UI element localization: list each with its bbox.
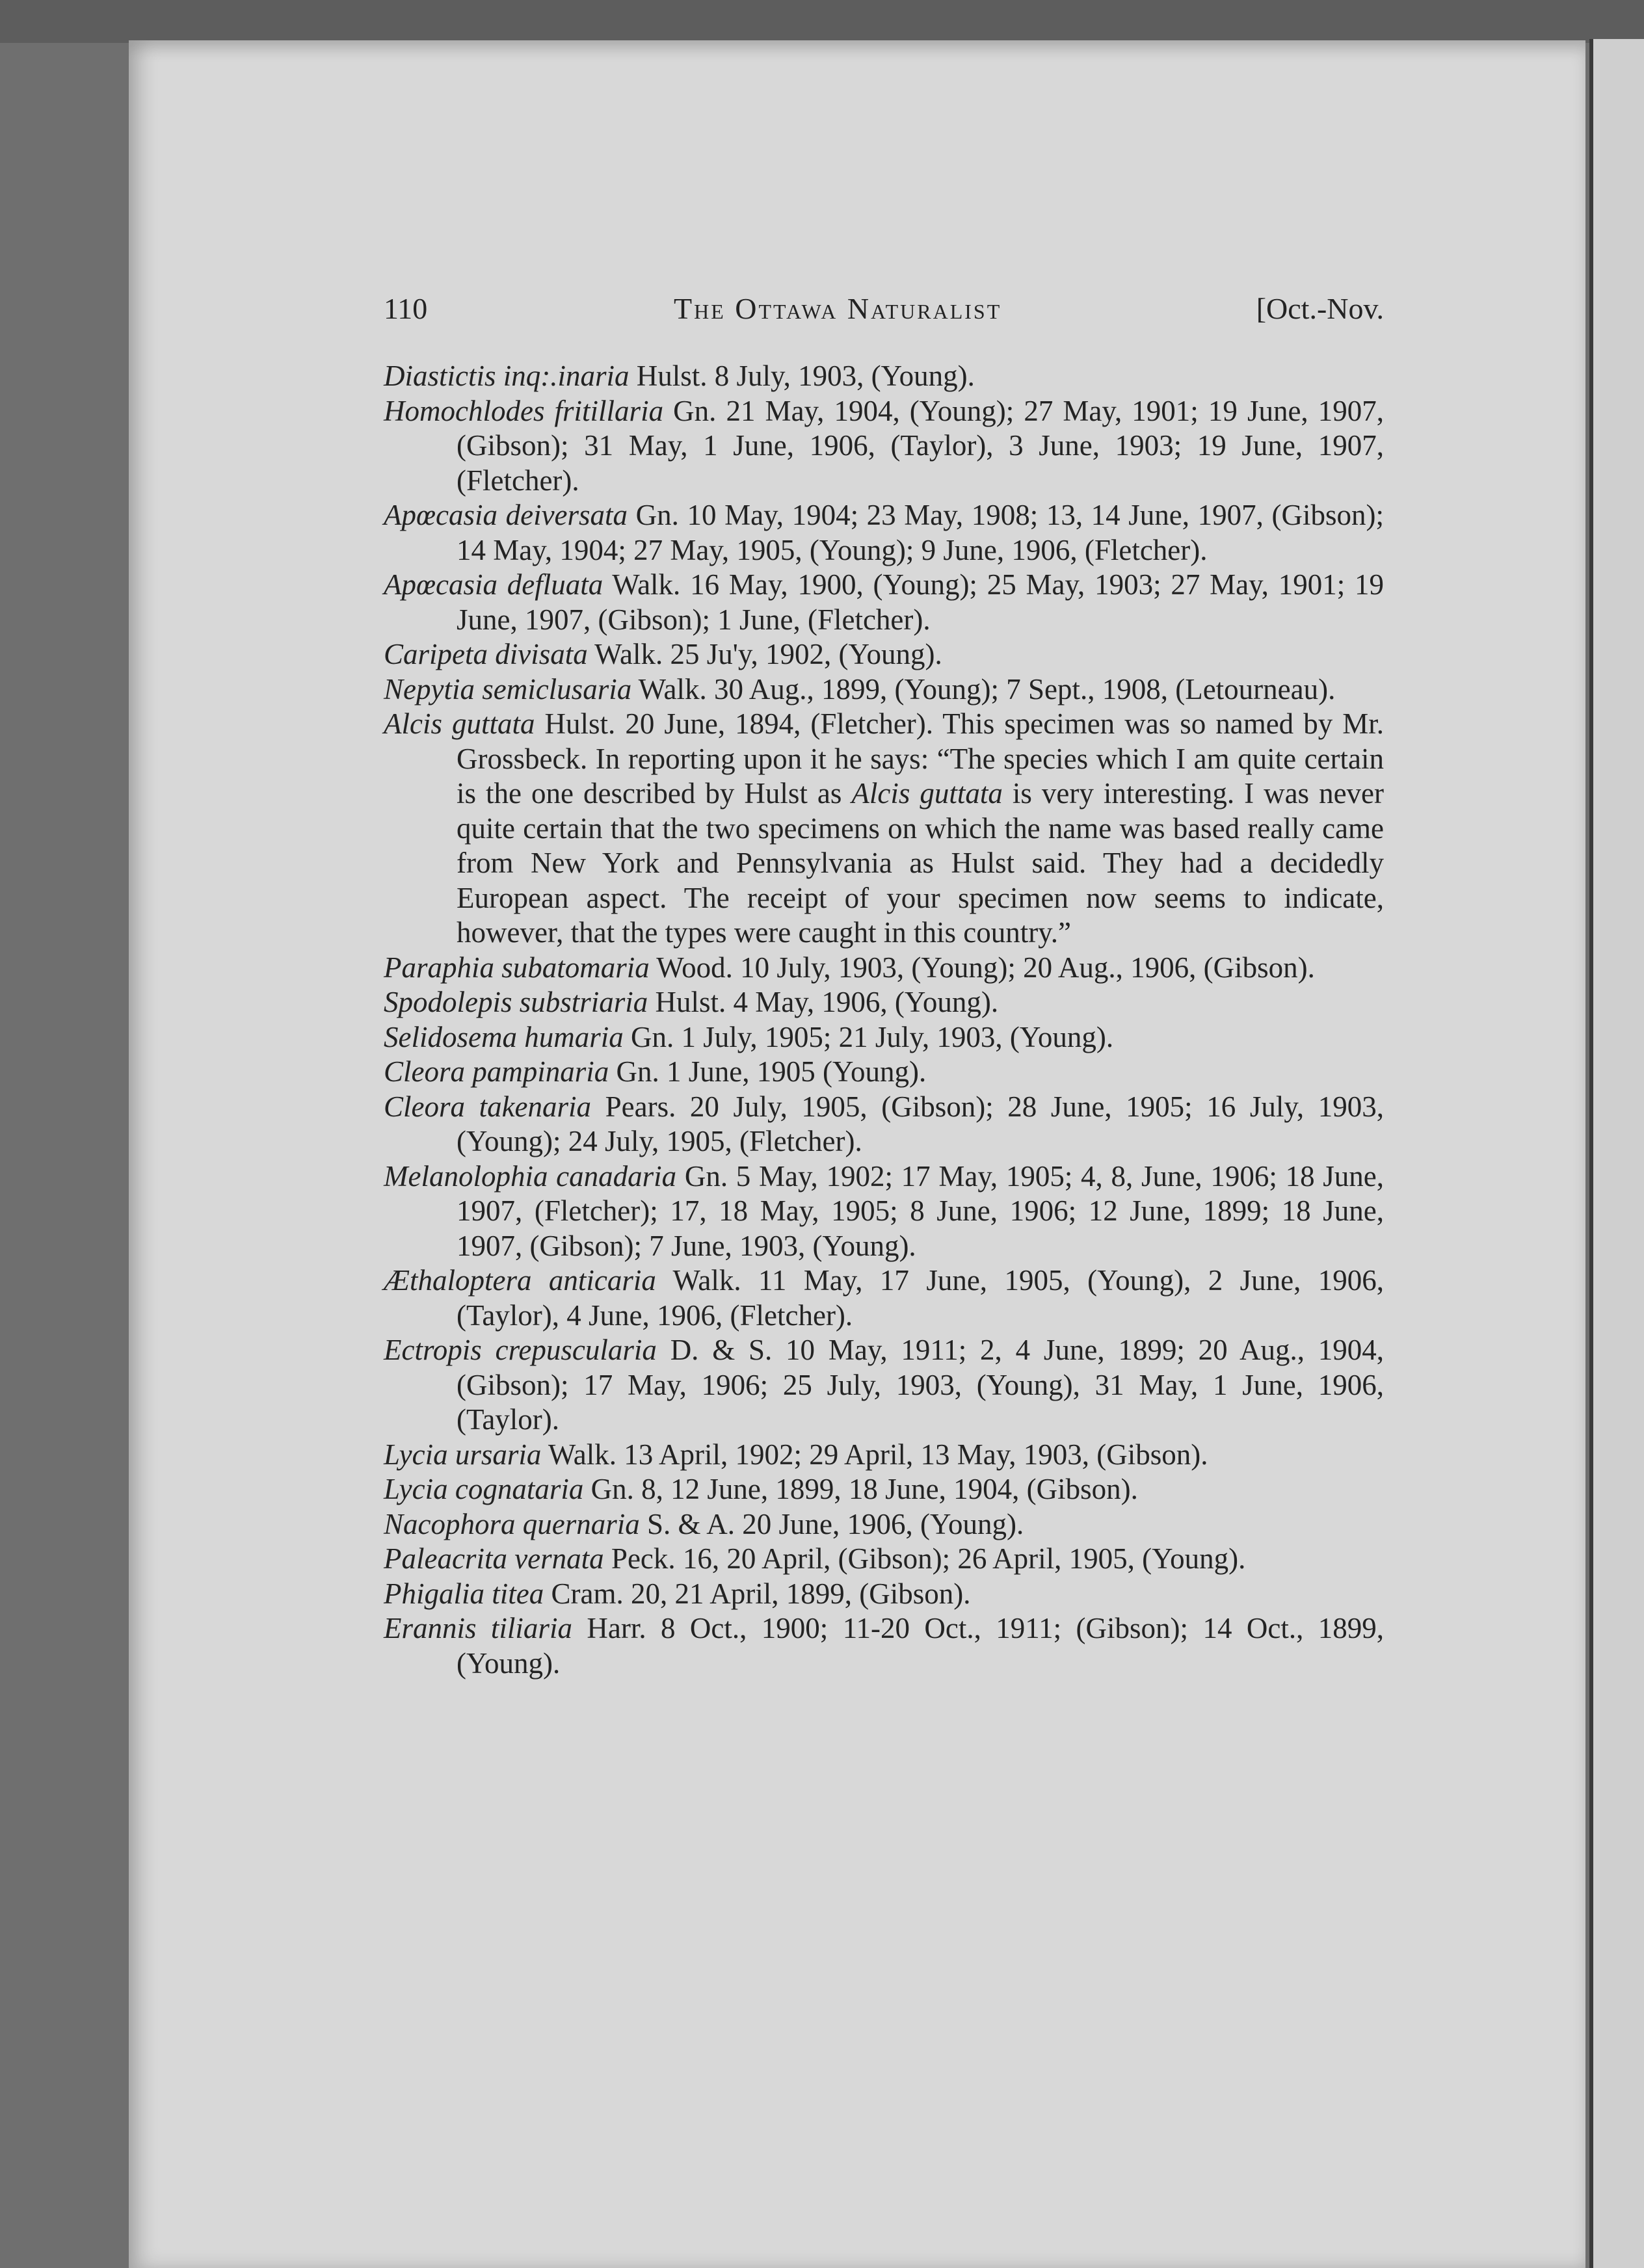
species-name: Selidosema humaria [384, 1020, 624, 1053]
species-entry [384, 568, 1384, 637]
record-text: Pears. 20 July, 1905, (Gibson); 28 June, 1905; 16 July, 1903, (Young); 24 July, 1905, (Fletcher). [457, 1090, 1384, 1157]
record-text: Wood. 10 July, 1903, (Young); 20 Aug., 1906, (Gibson). [649, 951, 1315, 984]
species-entry [384, 707, 1384, 951]
species-entry [384, 951, 1384, 986]
species-name: Nacophora quernaria [384, 1507, 640, 1540]
record-text: Walk. 25 Ju'y, 1902, (Young). [587, 638, 942, 670]
species-name: Melanolophia canadaria [384, 1159, 677, 1193]
quoted-species-name: Alcis guttata [851, 777, 1003, 810]
species-name: Nepytia semiclusaria [384, 672, 632, 705]
species-entry [384, 359, 1384, 394]
journal-title: The Ottawa Naturalist [674, 292, 1002, 325]
species-entry [384, 672, 1384, 707]
species-entry [384, 637, 1384, 672]
species-entry [384, 1472, 1384, 1507]
record-text-continued: is very interesting. I was never quite certain that the two specimens on which the name was based really came from New York and Pennsylvania as Hulst said. They had a decidedly European aspect. The receipt of your specimen now seems to indicate, however, that the types were caught in this country.” [457, 777, 1384, 949]
species-name: Lycia cognataria [384, 1473, 584, 1505]
species-entry [384, 498, 1384, 568]
species-name: Diastictis inq:.inaria [384, 360, 630, 392]
species-entry [384, 1542, 1384, 1577]
species-entry [384, 1577, 1384, 1612]
species-entry [384, 1611, 1384, 1681]
species-entry [384, 1020, 1384, 1055]
species-name: Cleora takenaria [384, 1090, 592, 1123]
record-text: Gn. 5 May, 1902; 17 May, 1905; 4, 8, June, 1906; 18 June, 1907, (Fletcher); 17, 18 May, 1905; 8 June, 1906; 12 June, 1899; 18 June, 1907, (Gibson); 7 June, 1903, (Young). [457, 1159, 1384, 1262]
record-text: Cram. 20, 21 April, 1899, (Gibson). [544, 1577, 971, 1610]
species-entry [384, 1333, 1384, 1438]
species-entry [384, 1263, 1384, 1333]
species-name: Paleacrita vernata [384, 1542, 604, 1575]
record-text: Gn. 1 June, 1905 (Young). [609, 1055, 927, 1088]
species-entry [384, 1507, 1384, 1542]
record-text: D. & S. 10 May, 1911; 2, 4 June, 1899; 20 Aug., 1904, (Gibson); 17 May, 1906; 25 July, 1903, (Young), 31 May, 1 June, 1906, (Taylor). [457, 1334, 1384, 1436]
issue-date: [Oct.-Nov. [1256, 292, 1384, 325]
species-entry [384, 394, 1384, 499]
record-text: Hulst. 8 July, 1903, (Young). [629, 360, 975, 392]
species-entry [384, 1159, 1384, 1264]
species-entry [384, 985, 1384, 1020]
record-text: Hulst. 4 May, 1906, (Young). [648, 986, 999, 1018]
record-text: Hulst. 20 June, 1894, (Fletcher). This specimen was so named by Mr. Grossbeck. In reporting upon it he says: “The species which I am quite certain is the one described by Hulst as [457, 707, 1384, 810]
species-entry [384, 1055, 1384, 1090]
species-name: Lycia ursaria [384, 1438, 542, 1471]
species-name: Erannis tiliaria [384, 1612, 572, 1644]
species-name: Alcis guttata [384, 707, 535, 740]
record-text: Walk. 30 Aug., 1899, (Young); 7 Sept., 1908, (Letourneau). [631, 672, 1336, 705]
record-text: Gn. 10 May, 1904; 23 May, 1908; 13, 14 June, 1907, (Gibson); 14 May, 1904; 27 May, 1905, (Young); 9 June, 1906, (Fletcher). [457, 499, 1384, 566]
species-name: Apœcasia deiversata [384, 499, 628, 531]
species-name: Homochlodes fritillaria [384, 394, 664, 427]
species-entry [384, 1090, 1384, 1159]
record-text: Gn. 21 May, 1904, (Young); 27 May, 1901; 19 June, 1907, (Gibson); 31 May, 1 June, 1906, (Taylor), 3 June, 1903; 19 June, 1907, (Fletcher). [457, 394, 1385, 497]
species-name: Cleora pampinaria [384, 1055, 609, 1088]
species-name: Æthaloptera anticaria [384, 1264, 656, 1297]
running-header [384, 291, 1384, 337]
page-number: 110 [384, 292, 428, 325]
species-name: Ectropis crepuscularia [384, 1334, 657, 1366]
record-text: S. & A. 20 June, 1906, (Young). [639, 1507, 1024, 1540]
species-name: Phigalia titea [384, 1577, 544, 1610]
species-name: Apœcasia defluata [384, 568, 603, 601]
record-text: Harr. 8 Oct., 1900; 11-20 Oct., 1911; (Gibson); 14 Oct., 1899, (Young). [457, 1612, 1384, 1680]
record-text: Walk. 11 May, 17 June, 1905, (Young), 2 June, 1906, (Taylor), 4 June, 1906, (Fletcher). [457, 1264, 1384, 1332]
record-text: Walk. 13 April, 1902; 29 April, 13 May, 1903, (Gibson). [541, 1438, 1208, 1471]
scan-background [0, 0, 1644, 43]
species-name: Caripeta divisata [384, 638, 588, 670]
species-entry [384, 1438, 1384, 1473]
species-name: Spodolepis substriaria [384, 986, 648, 1018]
record-text: Walk. 16 May, 1900, (Young); 25 May, 1903; 27 May, 1901; 19 June, 1907, (Gibson); 1 June, (Fletcher). [457, 568, 1384, 636]
record-text: Gn. 1 July, 1905; 21 July, 1903, (Young). [623, 1020, 1114, 1053]
species-name: Paraphia subatomaria [384, 951, 650, 984]
record-text: Gn. 8, 12 June, 1899, 18 June, 1904, (Gibson). [583, 1473, 1138, 1505]
species-list [384, 359, 1384, 1681]
record-text: Peck. 16, 20 April, (Gibson); 26 April, 1905, (Young). [603, 1542, 1246, 1575]
facing-page-edge [1589, 39, 1644, 2268]
